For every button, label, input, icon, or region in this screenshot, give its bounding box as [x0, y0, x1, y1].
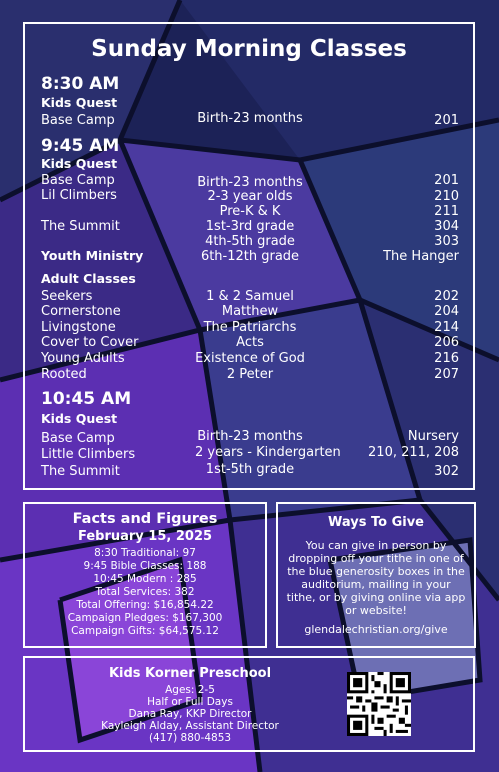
- class-room: 211: [434, 204, 459, 219]
- preschool-line: Kayleigh Alday, Assistant Director: [101, 720, 279, 732]
- class-topic: 1 & 2 Samuel: [206, 289, 294, 304]
- class-topic: Acts: [236, 335, 264, 350]
- class-age: 6th-12th grade: [200, 249, 300, 264]
- class-name: Cornerstone: [41, 304, 121, 319]
- class-room: 201: [434, 173, 459, 188]
- class-age: Birth-23 months: [197, 111, 303, 126]
- qr-code-icon[interactable]: [347, 672, 411, 736]
- facts-line: Total Services: 382: [95, 586, 195, 598]
- preschool-panel: [23, 656, 475, 752]
- facts-line: 9:45 Bible Classes: 188: [83, 560, 207, 572]
- page-title: Sunday Morning Classes: [91, 36, 407, 62]
- class-name: Little Climbers: [41, 447, 136, 462]
- class-name: Base Camp: [41, 431, 115, 446]
- class-room: 202: [434, 289, 459, 304]
- class-name: Livingstone: [41, 320, 116, 335]
- youth-ministry-label: Youth Ministry: [41, 248, 144, 263]
- class-room: 216: [434, 351, 459, 366]
- class-age: 4th-5th grade: [205, 234, 295, 249]
- class-name: Base Camp: [41, 173, 115, 188]
- preschool-line: Half or Full Days: [147, 696, 233, 708]
- class-name: Young Adults: [41, 351, 125, 366]
- time-945: 9:45 AM: [41, 136, 120, 156]
- facts-date: February 15, 2025: [77, 529, 213, 544]
- class-age: 1st-3rd grade: [205, 219, 295, 234]
- class-name: The Summit: [41, 219, 120, 234]
- class-name: Lil Climbers: [41, 188, 117, 203]
- class-topic: 2 Peter: [226, 367, 274, 382]
- class-name: Seekers: [41, 289, 93, 304]
- class-room: 210, 211, 208: [368, 445, 459, 460]
- class-room: 214: [434, 320, 459, 335]
- group-830: Kids Quest: [41, 95, 118, 110]
- classes-panel: [23, 22, 475, 490]
- class-room: 302: [434, 464, 459, 479]
- class-topic: Existence of God: [195, 351, 305, 366]
- ways-to-give-panel: [276, 502, 476, 648]
- class-age: Birth-23 months: [197, 429, 303, 444]
- class-name: Base Camp: [41, 113, 115, 128]
- give-text: You can give in person by dropping off your tithe in one of the blue generosity boxes in the auditorium, mailing in your tithe, or by giving online via app or website!: [286, 539, 466, 617]
- class-room: 204: [434, 304, 459, 319]
- group-1045: Kids Quest: [41, 411, 118, 426]
- class-room: 207: [434, 367, 459, 382]
- class-age: Birth-23 months: [197, 175, 303, 190]
- class-name: Cover to Cover: [41, 335, 139, 350]
- facts-line: 10:45 Modern : 285: [93, 573, 197, 585]
- give-link[interactable]: glendalechristian.org/give: [304, 623, 448, 636]
- facts-panel: [23, 502, 267, 648]
- preschool-title: Kids Korner Preschool: [108, 666, 272, 681]
- facts-title: Facts and Figures: [72, 511, 218, 527]
- facts-line: 8:30 Traditional: 97: [94, 547, 196, 559]
- class-room: 304: [434, 219, 459, 234]
- facts-line: Total Offering: $16,854.22: [76, 599, 214, 611]
- preschool-line: (417) 880-4853: [148, 732, 232, 744]
- class-topic: The Patriarchs: [203, 320, 297, 335]
- give-title: Ways To Give: [327, 515, 424, 530]
- class-room: The Hanger: [383, 249, 459, 264]
- facts-line: Campaign Pledges: $167,300: [67, 612, 223, 624]
- preschool-line: Dana Ray, KKP Director: [128, 708, 252, 720]
- class-room: 210: [434, 189, 459, 204]
- class-room: Nursery: [407, 429, 459, 444]
- class-name: Rooted: [41, 367, 87, 382]
- class-age: Pre-K & K: [219, 204, 281, 219]
- facts-line: Campaign Gifts: $64,575.12: [71, 625, 219, 637]
- class-age: 2-3 year olds: [207, 189, 293, 204]
- adult-classes-header: Adult Classes: [41, 271, 136, 286]
- class-room: 206: [434, 335, 459, 350]
- class-age: 2 years - Kindergarten: [195, 445, 341, 460]
- class-name: The Summit: [41, 464, 120, 479]
- class-room: 201: [434, 113, 459, 128]
- class-room: 303: [434, 234, 459, 249]
- class-age: 1st-5th grade: [205, 462, 295, 477]
- time-830: 8:30 AM: [41, 74, 120, 94]
- class-topic: Matthew: [221, 304, 279, 319]
- preschool-line: Ages: 2-5: [165, 684, 215, 696]
- time-1045: 10:45 AM: [41, 389, 132, 409]
- group-945: Kids Quest: [41, 156, 118, 171]
